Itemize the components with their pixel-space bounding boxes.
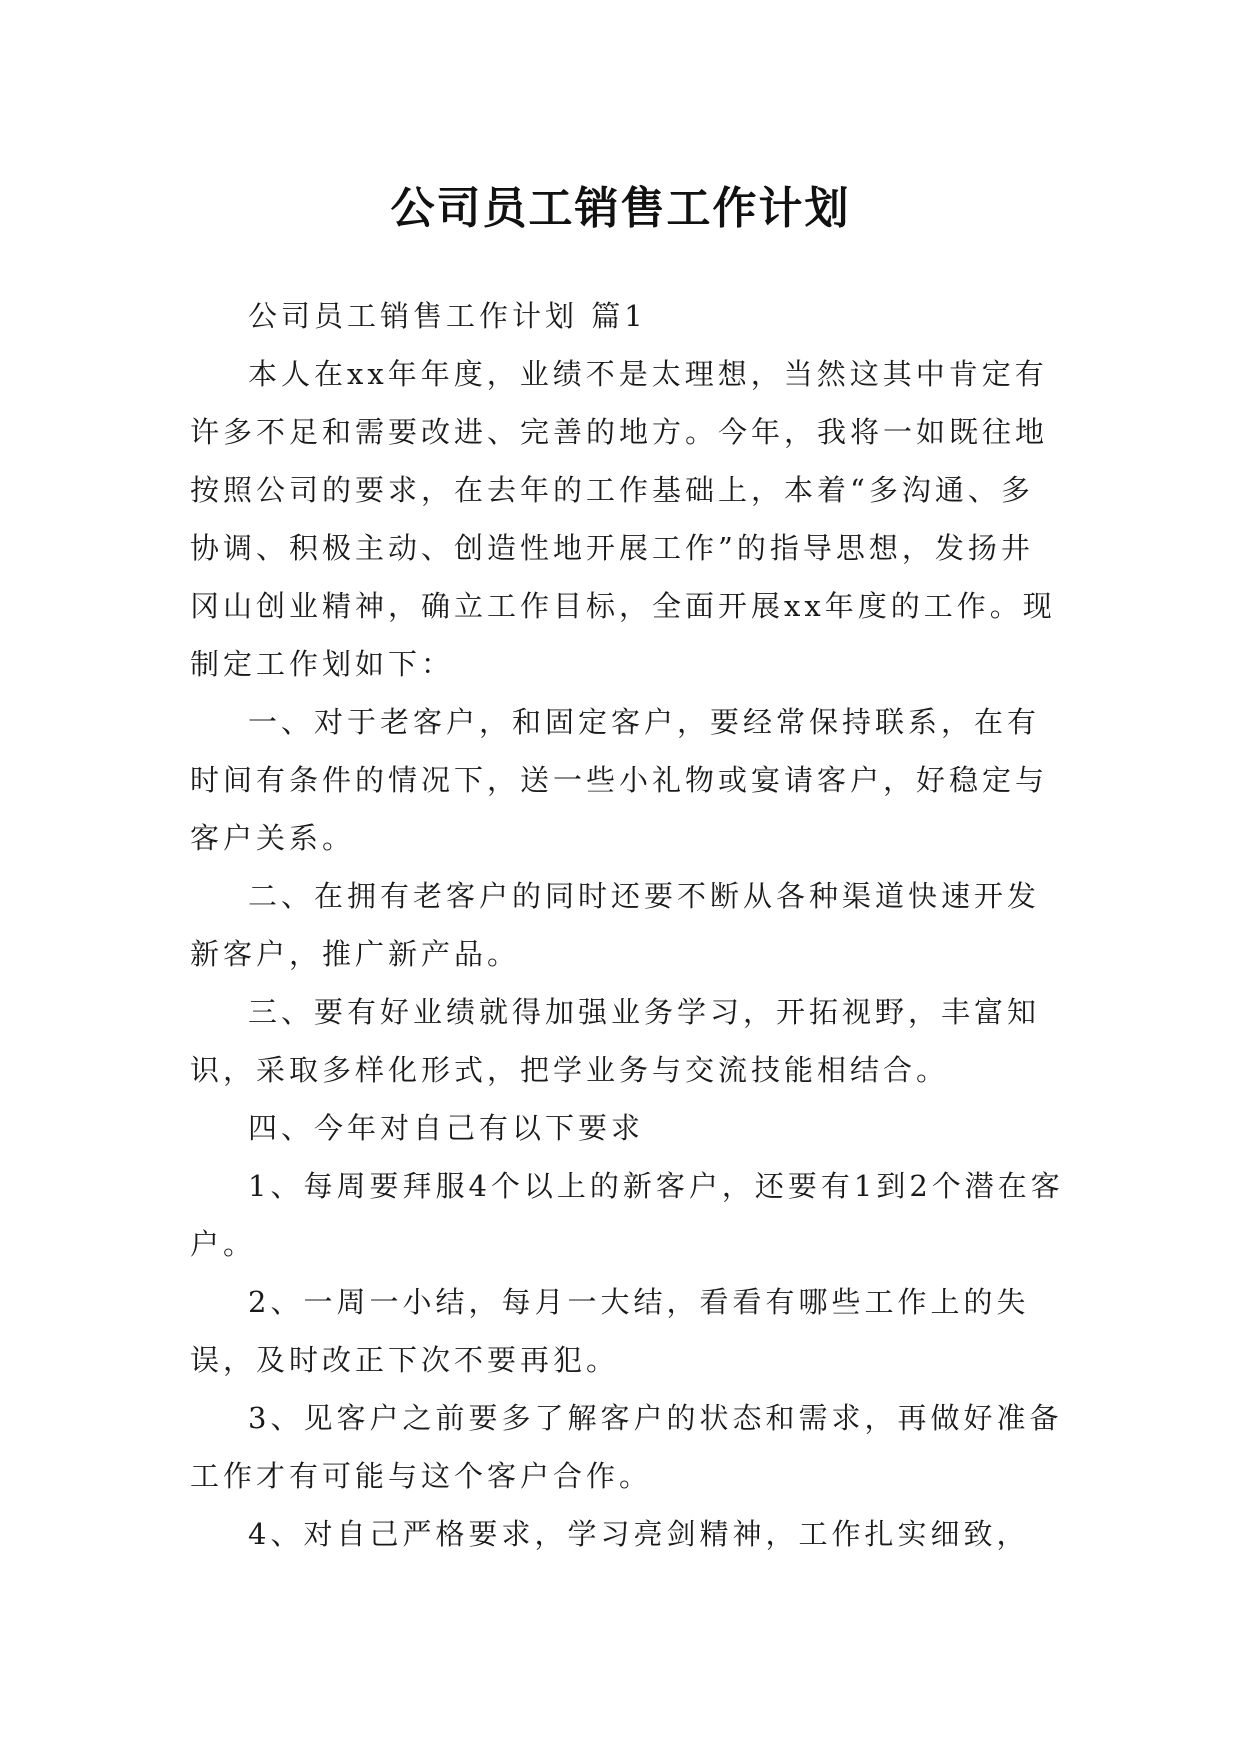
- paragraph-section-heading: 公司员工销售工作计划 篇1: [248, 299, 647, 333]
- paragraph-item-1: 一、对于老客户，和固定客户，要经常保持联系，在有时间有条件的情况下，送一些小礼物或宴请客户，好稳定与客户关系。: [190, 705, 1049, 855]
- paragraph-requirement-1: 1、每周要拜服4个以上的新客户，还要有1到2个潜在客户。: [190, 1169, 1064, 1261]
- paragraph-item-3: 三、要有好业绩就得加强业务学习，开拓视野，丰富知识，采取多样化形式，把学业务与交流技能相结合。: [190, 995, 1041, 1087]
- paragraph-item-2: 二、在拥有老客户的同时还要不断从各种渠道快速开发新客户，推广新产品。: [190, 879, 1041, 971]
- paragraph-intro: 本人在xx年年度，业绩不是太理想，当然这其中肯定有许多不足和需要改进、完善的地方。今年，我将一如既往地按照公司的要求，在去年的工作基础上，本着“多沟通、多协调、积极主动、创造性地开展工作”的指导思想，发扬井冈山创业精神，确立工作目标，全面开展xx年度的工作。现制定工作划如下：: [190, 357, 1056, 681]
- document-body: [190, 287, 1066, 1563]
- document-title: 公司员工销售工作计划: [390, 183, 851, 235]
- paragraph-requirement-2: 2、一周一小结，每月一大结，看看有哪些工作上的失误，及时改正下次不要再犯。: [190, 1285, 1030, 1377]
- paragraph-requirement-3: 3、见客户之前要多了解客户的状态和需求，再做好准备工作才有可能与这个客户合作。: [190, 1401, 1063, 1493]
- paragraph-item-4: 四、今年对自己有以下要求: [248, 1111, 645, 1145]
- paragraph-requirement-4: 4、对自己严格要求，学习亮剑精神，工作扎实细致，: [248, 1517, 1030, 1551]
